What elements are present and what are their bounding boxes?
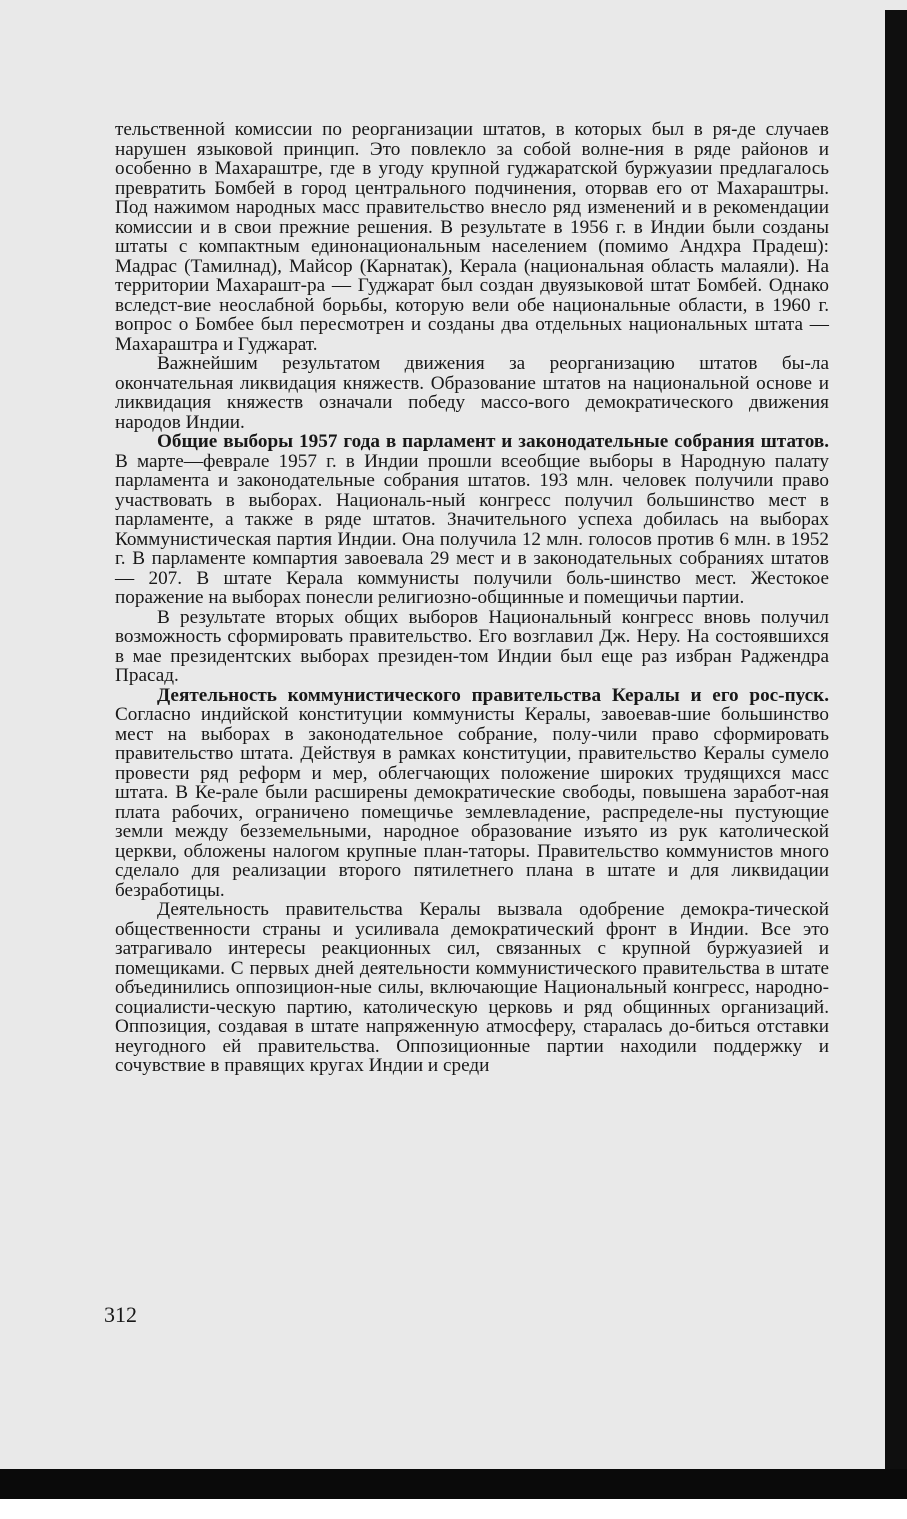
paragraph-text: В марте—феврале 1957 г. в Индии прошли всеобщие выборы в Народную палату парламента и законодательные собрания штатов. 193 млн. человек получили право участвовать в выборах. Националь-ный конгресс получил большинство мест в парламенте, а также в ряде штатов. Значительного успеха добилась на выборах Коммунистическая партия Индии. Она получила 12 млн. голосов против 6 млн. в 1952 г. В парламенте компартия завоевала 29 мест и в законодательных собраниях штатов — 207. В штате Керала коммунисты получили боль-шинство мест. Жестокое поражение на выборах понесли религиозно-общинные и помещичьи партии. bbox=[115, 450, 829, 608]
page-number: 312 bbox=[104, 1302, 137, 1327]
section-heading: Деятельность коммунистического правительства Кералы и его рос-пуск. bbox=[157, 684, 829, 706]
body-text bbox=[115, 120, 829, 1076]
paragraph bbox=[115, 432, 829, 608]
paragraph bbox=[115, 686, 829, 901]
paragraph bbox=[115, 120, 829, 354]
paragraph-text: тельственной комиссии по реорганизации штатов, в которых был в ря-де случаев нарушен языковой принцип. Это повлекло за собой волне-ния в ряде районов и особенно в Махараштре, где в угоду крупной гуджаратской буржуазии предлагалось превратить Бомбей в город центрального подчинения, оторвав его от Махараштры. Под нажимом народных масс правительство внесло ряд изменений и в рекомендации комиссии и в свои прежние решения. В результате в 1956 г. в Индии были созданы штаты с компактным единонациональным населением (помимо Андхра Прадеш): Мадрас (Тамилнад), Майсор (Карнатак), Керала (национальная область малаяли). На территории Махарашт-ра — Гуджарат был создан двуязыковой штат Бомбей. Однако вследст-вие неослабной борьбы, которую вели обе национальные области, в 1960 г. вопрос о Бомбее был пересмотрен и созданы два отдельных национальных штата — Махараштра и Гуджарат. bbox=[115, 119, 829, 355]
scan-right-edge bbox=[885, 10, 907, 1470]
paragraph bbox=[115, 900, 829, 1076]
paragraph-text: Деятельность правительства Кералы вызвала одобрение демокра-тической общественности страны и усиливала демократический фронт в Индии. Все это затрагивало интересы реакционных сил, связанных с крупной буржуазией и помещиками. С первых дней деятельности коммунистического правительства в штате объединились оппозицион-ные силы, включающие Национальный конгресс, народно-социалисти-ческую партию, католическую церковь и ряд общинных организаций. Оппозиция, создавая в штате напряженную атмосферу, старалась до-биться отставки неугодного ей правительства. Оппозиционные партии находили поддержку и сочувствие в правящих кругах Индии и среди bbox=[115, 899, 829, 1076]
paragraph-text: Согласно индийской конституции коммунисты Кералы, завоевав-шие большинство мест на выборах в законодательное собрание, полу-чили право сформировать правительство штата. Действуя в рамках конституции, правительство Кералы сумело провести ряд реформ и мер, облегчающих положение широких трудящихся масс штата. В Ке-рале были расширены демократические свободы, повышена заработ-ная плата рабочих, ограничено помещичье землевладение, распределе-ны пустующие земли между безземельными, народное образование изъято из рук католической церкви, обложены налогом крупные план-таторы. Правительство коммунистов много сделало для реализации второго пятилетнего плана в штате и для ликвидации безработицы. bbox=[115, 704, 829, 901]
scan-bottom-margin bbox=[0, 1499, 907, 1519]
paragraph bbox=[115, 608, 829, 686]
paragraph-text: Важнейшим результатом движения за реорганизацию штатов бы-ла окончательная ликвидация княжеств. Образование штатов на национальной основе и ликвидация княжеств означали победу массо-вого демократического движения народов Индии. bbox=[115, 353, 829, 433]
scan-bottom-edge bbox=[0, 1469, 907, 1499]
section-heading: Общие выборы 1957 года в парламент и законодательные собрания штатов. bbox=[157, 431, 829, 452]
paragraph-text: В результате вторых общих выборов Национальный конгресс вновь получил возможность сформировать правительство. Его возглавил Дж. Неру. На состоявшихся в мае президентских выборах президен-том Индии был еще раз избран Раджендра Прасад. bbox=[115, 606, 829, 686]
paragraph bbox=[115, 354, 829, 432]
